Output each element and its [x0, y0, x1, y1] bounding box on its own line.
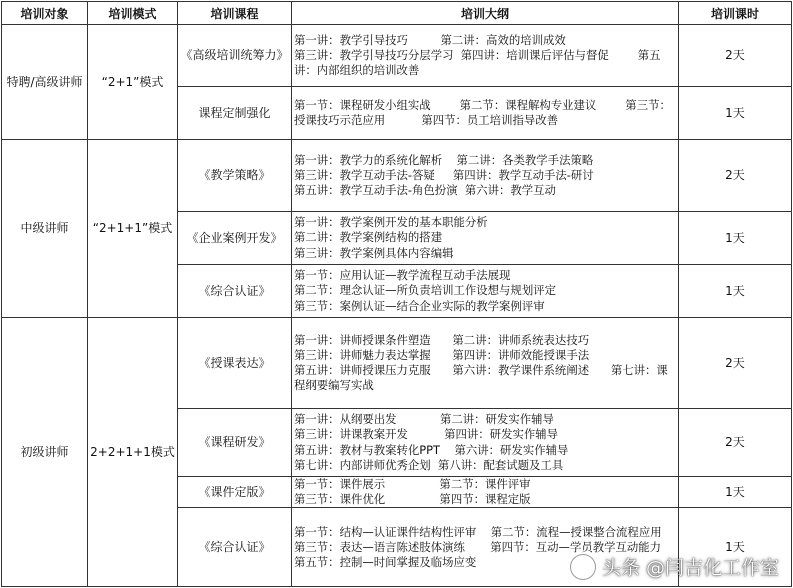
duration-cell: 2天 — [679, 140, 792, 212]
table-body — [2, 25, 792, 587]
outline-line: 第一讲：教学力的系统化解析 第二讲：各类教学手法策略 — [294, 152, 594, 167]
duration-cell: 2天 — [679, 318, 792, 409]
outline-line: 第一节：课程研发小组实战 第二节：课程解构专业建议 第三节：授课技巧示范应用 第四节：员工培训指导改善 — [294, 97, 671, 127]
outline-line: 第三讲：教学互动手法-答疑 第四讲：教学互动手法-研讨 — [294, 167, 594, 182]
target-cell: 特聘/高级讲师 — [2, 25, 88, 140]
outline-line: 第一讲：教学引导技巧 第二讲：高效的培训成效 — [294, 32, 566, 47]
outline-line: 第七讲：内部讲师优秀企划 第八讲：配套试题及工具 — [294, 457, 564, 472]
course-cell: 《授课表达》 — [178, 318, 292, 409]
outline-cell — [292, 477, 679, 508]
outline-cell — [292, 212, 679, 265]
outline-line: 第三讲：讲课教案开发 第四讲：研发实作辅导 — [294, 427, 559, 442]
duration-cell: 1天 — [679, 265, 792, 318]
duration-cell: 1天 — [679, 212, 792, 265]
course-cell: 课程定制强化 — [178, 87, 292, 140]
outline-line: 第三讲：教学引导技巧分层学习 第四讲：培训课后评估与督促 第五讲：内部组织的培训改善 — [294, 47, 661, 78]
header-mode: 培训模式 — [88, 2, 178, 25]
watermark-text: 头条 @闫吉化工作室 — [601, 557, 779, 579]
duration-cell: 1天 — [679, 477, 792, 508]
outline-line: 第三节：表达—语言陈述肢体演练 第四节：互动—学员教学互动能力 — [294, 539, 662, 554]
training-plan-table — [1, 1, 792, 587]
duration-cell: 2天 — [679, 25, 792, 87]
course-cell: 《综合认证》 — [178, 265, 292, 318]
outline-line: 第一节：结构—认证课件结构性评审 第二节：流程—授课整合流程应用 — [294, 524, 662, 539]
mode-cell: “2+1”模式 — [88, 25, 178, 140]
outline-line: 第一节：课件展示 第二节：课件评审 — [294, 477, 531, 491]
watermark — [570, 553, 779, 580]
outline-line: 第一节：应用认证—教学流程互动手法展现 — [294, 268, 511, 283]
duration-cell: 1天 — [679, 87, 792, 140]
target-cell: 中级讲师 — [2, 140, 88, 318]
course-cell: 《企业案例开发》 — [178, 212, 292, 265]
mode-cell: 2+2+1+1模式 — [88, 318, 178, 587]
header-duration: 培训课时 — [679, 2, 792, 25]
duration-cell: 2天 — [679, 409, 792, 477]
table-header-row — [2, 2, 792, 25]
outline-line: 第五讲：教学互动手法-角色扮演 第六讲：教学互动 — [294, 183, 556, 198]
target-cell: 初级讲师 — [2, 318, 88, 587]
outline-cell — [292, 318, 679, 409]
outline-line: 第二节：理念认证—所负责培训工作设想与规划评定 — [294, 283, 556, 298]
duration-cell: 1天 — [679, 508, 792, 587]
course-cell: 《课程研发》 — [178, 409, 292, 477]
outline-line: 第一讲：讲师授课条件塑造 第二讲：讲师系统表达技巧 — [294, 332, 590, 347]
table-row — [2, 318, 792, 409]
outline-line: 第二讲：教学案例结构的搭建 — [294, 230, 443, 245]
mode-cell: “2+1+1”模式 — [88, 140, 178, 318]
outline-cell — [292, 140, 679, 212]
header-course: 培训课程 — [178, 2, 292, 25]
course-cell: 《教学策略》 — [178, 140, 292, 212]
outline-cell — [292, 409, 679, 477]
table-row — [2, 140, 792, 212]
outline-line: 第五讲：教材与教案转化PPT 第六讲：研发实作辅导 — [294, 442, 569, 457]
outline-line: 第一讲：教学案例开发的基本职能分析 — [294, 215, 488, 230]
outline-line: 第一讲：从纲要出发 第二讲：研发实作辅导 — [294, 412, 554, 427]
header-target: 培训对象 — [2, 2, 88, 25]
outline-cell — [292, 87, 679, 140]
outline-line: 第三节：课件优化 第四节：课程定版 — [294, 492, 531, 507]
course-cell: 《综合认证》 — [178, 508, 292, 587]
outline-cell — [292, 25, 679, 87]
header-outline: 培训大纲 — [292, 2, 679, 25]
outline-cell — [292, 265, 679, 318]
course-cell: 《高级培训统筹力》 — [178, 25, 292, 87]
outline-line: 第三节：案例认证—结合企业实际的教学案例评审 — [294, 298, 545, 313]
table-row — [2, 25, 792, 87]
outline-line: 第三讲：教学案例具体内容编辑 — [294, 245, 454, 260]
course-cell: 《课件定版》 — [178, 477, 292, 508]
toutiao-logo-icon — [570, 554, 596, 580]
outline-line: 第五节：控制—时间掌握及临场应变 — [294, 555, 477, 569]
outline-line: 第五讲：讲师授课压力克服 第六讲：教学课件系统阐述 第七讲：课程纲要编写实战 — [294, 363, 668, 393]
outline-line: 第三讲：讲师魅力表达掌握 第四讲：讲师效能授课手法 — [294, 347, 590, 362]
